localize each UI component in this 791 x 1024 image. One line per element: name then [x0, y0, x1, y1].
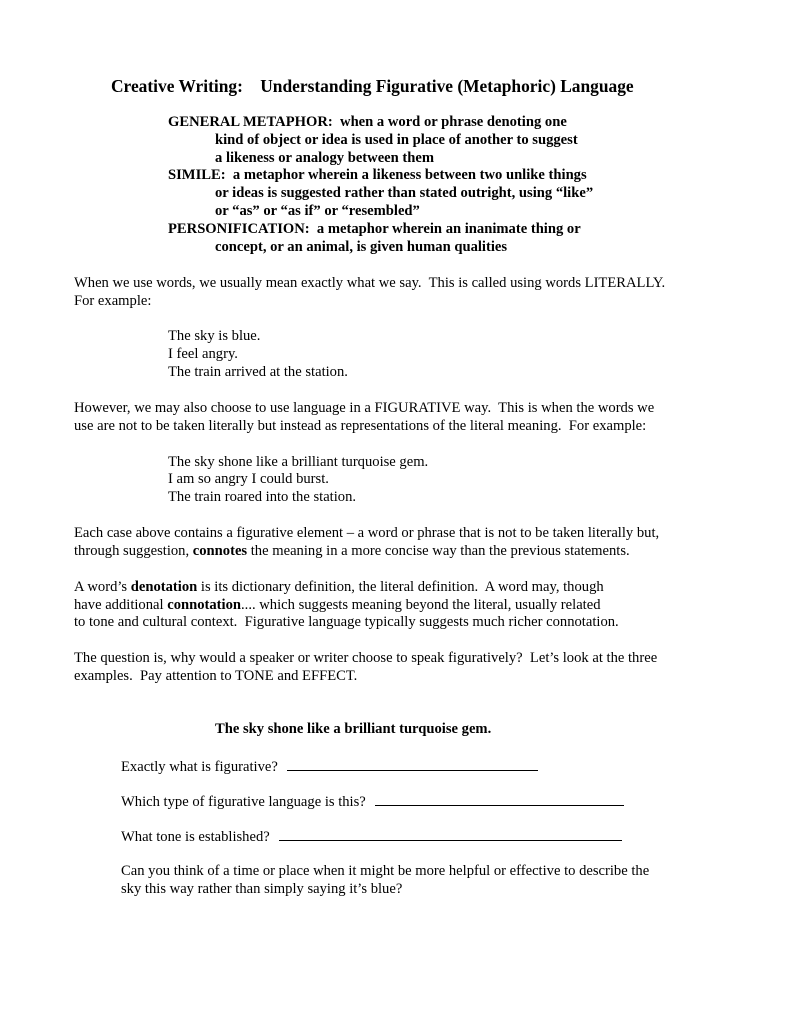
denotation-line-1-post: is its dictionary definition, the literal definition. A word may, though: [197, 579, 604, 595]
connotation-term: connotation: [167, 597, 242, 613]
literal-intro-line-2: For example:: [74, 293, 152, 309]
question-1: [121, 757, 538, 777]
figurative-element-line-2-pre: through suggestion,: [74, 543, 193, 559]
general-metaphor-definition-line-1: GENERAL METAPHOR: when a word or phrase denoting one: [168, 114, 567, 130]
simile-definition-line-1: SIMILE: a metaphor wherein a likeness between two unlike things: [168, 167, 587, 183]
denotation-line-3: to tone and cultural context. Figurative language typically suggests much richer connotation.: [74, 614, 619, 630]
figurative-intro-line-2: use are not to be taken literally but instead as representations of the literal meaning. For example:: [74, 418, 647, 434]
simile-definition-line-3: or “as” or “as if” or “resembled”: [215, 203, 420, 219]
question-intro-line-2: examples. Pay attention to TONE and EFFECT.: [74, 668, 358, 684]
question-2: [121, 792, 624, 812]
question-intro-line-1: The question is, why would a speaker or writer choose to speak figuratively? Let’s look at the three: [74, 650, 658, 666]
denotation-line-2-pre: have additional: [74, 597, 168, 613]
answer-2-blank[interactable]: [375, 792, 624, 806]
literal-example-1: The sky is blue.: [168, 328, 261, 344]
figurative-example-3: The train roared into the station.: [168, 489, 357, 505]
literal-example-2: I feel angry.: [168, 346, 238, 362]
general-metaphor-definition-line-3: a likeness or analogy between them: [215, 150, 435, 166]
figurative-example-2: I am so angry I could burst.: [168, 471, 329, 487]
question-4-line-2: sky this way rather than simply saying it’s blue?: [121, 881, 403, 897]
simile-definition-line-2: or ideas is suggested rather than stated outright, using “like”: [215, 185, 594, 201]
example-heading: The sky shone like a brilliant turquoise gem.: [215, 721, 492, 737]
figurative-element-line-2: [74, 543, 630, 561]
question-4-line-1: Can you think of a time or place when it might be more helpful or effective to describe the: [121, 863, 650, 879]
answer-1-blank[interactable]: [287, 757, 538, 771]
personification-definition-line-2: concept, or an animal, is given human qualities: [215, 239, 508, 255]
question-1-label: Exactly what is figurative?: [121, 759, 278, 775]
figurative-example-1: The sky shone like a brilliant turquoise gem.: [168, 454, 429, 470]
figurative-element-line-1: Each case above contains a figurative element – a word or phrase that is not to be taken literally but,: [74, 525, 660, 541]
question-2-label: Which type of figurative language is this?: [121, 794, 366, 810]
question-3-label: What tone is established?: [121, 829, 270, 845]
denotation-line-1: [74, 579, 604, 597]
page-title: Creative Writing: Understanding Figurative (Metaphoric) Language: [111, 76, 634, 96]
denotation-term: denotation: [130, 579, 198, 595]
figurative-element-line-2-post: the meaning in a more concise way than the previous statements.: [247, 543, 630, 559]
denotation-line-1-pre: A word’s: [74, 579, 131, 595]
general-metaphor-definition-line-2: kind of object or idea is used in place of another to suggest: [215, 132, 578, 148]
question-3: [121, 827, 622, 847]
connotes-term: connotes: [192, 543, 248, 559]
answer-3-blank[interactable]: [279, 827, 622, 841]
figurative-intro-line-1: However, we may also choose to use language in a FIGURATIVE way. This is when the words we: [74, 400, 655, 416]
denotation-line-2-post: .... which suggests meaning beyond the literal, usually related: [241, 597, 601, 613]
personification-definition-line-1: PERSONIFICATION: a metaphor wherein an inanimate thing or: [168, 221, 581, 237]
literal-example-3: The train arrived at the station.: [168, 364, 348, 380]
literal-intro-line-1: When we use words, we usually mean exactly what we say. This is called using words LITERALLY.: [74, 275, 666, 291]
denotation-line-2: [74, 597, 601, 615]
